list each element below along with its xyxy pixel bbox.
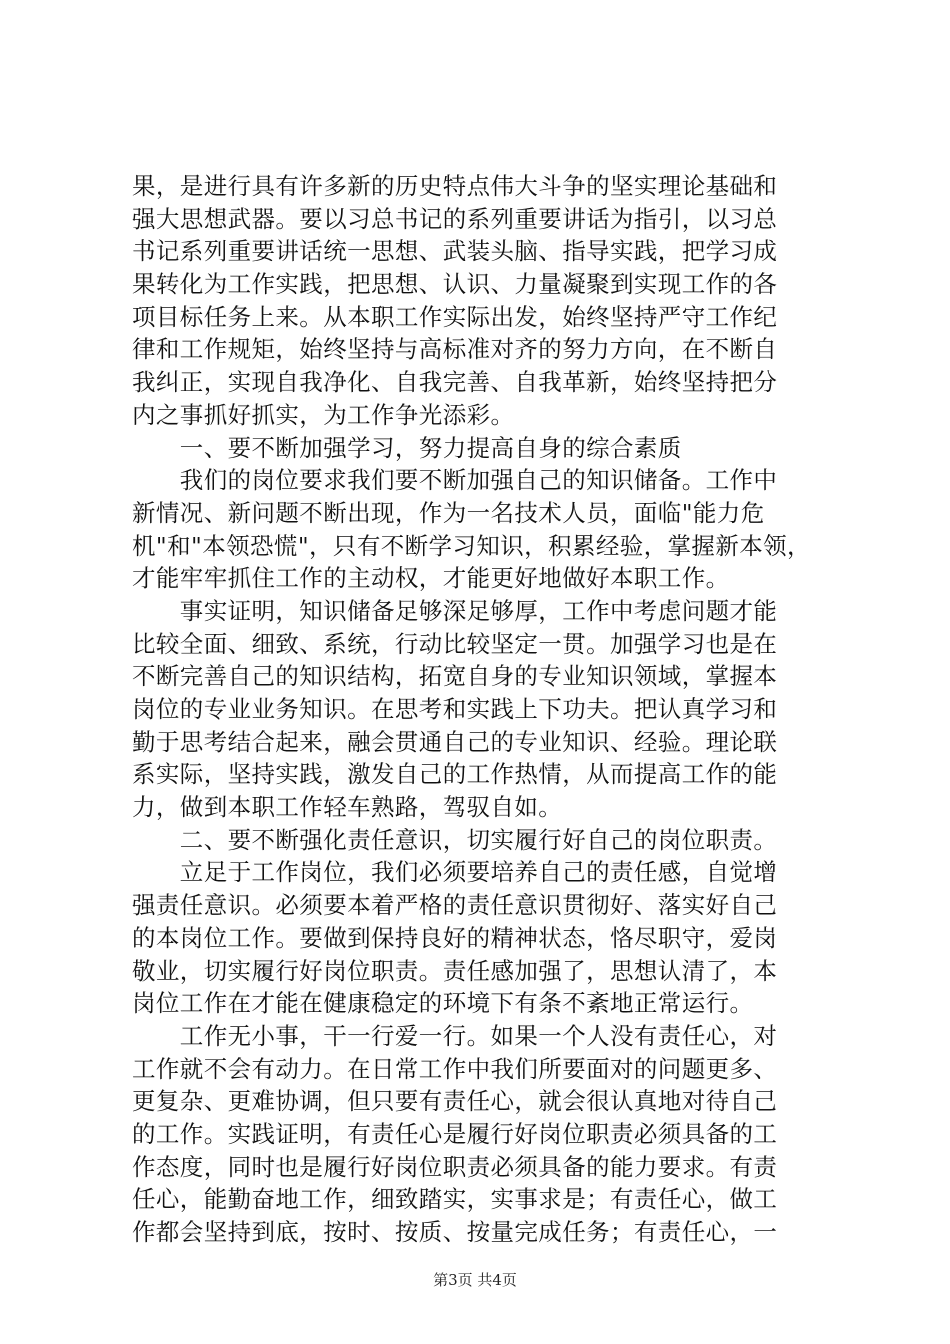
text-line: 我纠正，实现自我净化、自我完善、自我革新，始终坚持把分 [132, 368, 778, 397]
text-line: 强责任意识。必须要本着严格的责任意识贯彻好、落实好自己 [132, 891, 778, 920]
text-line: 比较全面、细致、系统，行动比较坚定一贯。加强学习也是在 [132, 629, 778, 658]
text-line: 才能牢牢抓住工作的主动权，才能更好地做好本职工作。 [132, 564, 730, 593]
text-line: 作都会坚持到底，按时、按质、按量完成任务；有责任心，一 [132, 1218, 778, 1246]
text-line: 工作就不会有动力。在日常工作中我们所要面对的问题更多、 [132, 1054, 778, 1083]
text-line: 岗位的专业业务知识。在思考和实践上下功夫。把认真学习和 [132, 695, 778, 723]
body-text [132, 170, 832, 1249]
text-line: 事实证明，知识储备足够深足够厚，工作中考虑问题才能 [132, 596, 778, 625]
text-line: 的工作。实践证明，有责任心是履行好岗位职责必须具备的工 [132, 1119, 778, 1148]
text-line: 力，做到本职工作轻车熟路，驾驭自如。 [132, 793, 563, 822]
text-line: 强大思想武器。要以习总书记的系列重要讲话为指引，以习总 [132, 204, 778, 233]
text-line: 敬业，切实履行好岗位职责。责任感加强了，思想认清了，本 [132, 956, 778, 985]
text-line: 我们的岗位要求我们要不断加强自己的知识储备。工作中 [132, 466, 778, 495]
section-heading-2: 二、要不断强化责任意识，切实履行好自己的岗位职责。 [132, 825, 778, 854]
text-line: 勤于思考结合起来，融会贯通自己的专业知识、经验。理论联 [132, 727, 778, 756]
text-line: 书记系列重要讲话统一思想、武装头脑、指导实践，把学习成 [132, 237, 778, 266]
text-line: 工作无小事，干一行爱一行。如果一个人没有责任心，对 [132, 1021, 778, 1050]
text-line: 机"和"本领恐慌"，只有不断学习知识，积累经验，掌握新本领， [132, 531, 811, 560]
section-heading-1: 一、要不断加强学习，努力提高自身的综合素质 [132, 433, 682, 462]
text-line: 新情况、新问题不断出现，作为一名技术人员，面临"能力危 [132, 498, 765, 527]
text-line: 立足于工作岗位，我们必须要培养自己的责任感，自觉增 [132, 858, 778, 887]
text-line: 果转化为工作实践，把思想、认识、力量凝聚到实现工作的各 [132, 270, 778, 299]
text-line: 的本岗位工作。要做到保持良好的精神状态，恪尽职守，爱岗 [132, 923, 778, 952]
text-line: 果，是进行具有许多新的历史特点伟大斗争的坚实理论基础和 [132, 172, 778, 200]
text-line: 内之事抓好抓实，为工作争光添彩。 [132, 400, 515, 429]
text-line: 岗位工作在才能在健康稳定的环境下有条不紊地正常运行。 [132, 989, 754, 1018]
text-line: 作态度，同时也是履行好岗位职责必须具备的能力要求。有责 [132, 1152, 778, 1181]
text-line: 不断完善自己的知识结构，拓宽自身的专业知识领域，掌握本 [132, 662, 778, 691]
text-line: 项目标任务上来。从本职工作实际出发，始终坚持严守工作纪 [132, 302, 778, 331]
text-line: 任心，能勤奋地工作，细致踏实，实事求是；有责任心，做工 [132, 1185, 778, 1214]
page-number-footer: 第3页 共4页 [433, 1271, 517, 1289]
text-line: 更复杂、更难协调，但只要有责任心，就会很认真地对待自己 [132, 1087, 778, 1116]
text-line: 律和工作规矩，始终坚持与高标准对齐的努力方向，在不断自 [132, 335, 778, 364]
text-line: 系实际，坚持实践，激发自己的工作热情，从而提高工作的能 [132, 760, 778, 789]
